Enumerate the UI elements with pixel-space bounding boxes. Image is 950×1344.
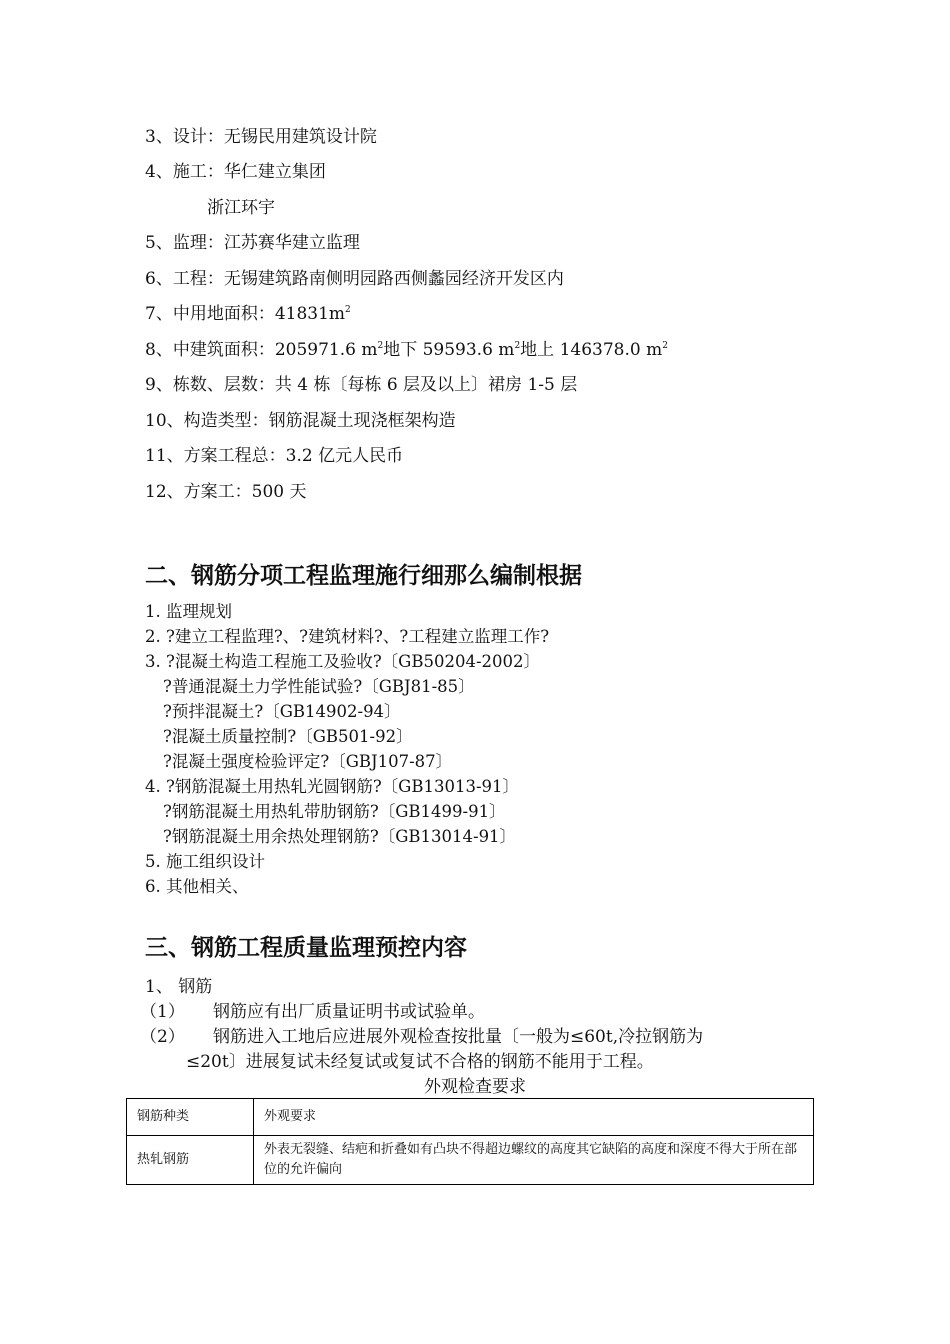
ref-item: ?普通混凝土力学性能试验?〔GBJ81-85〕 [163,677,475,696]
superscript-2: 2 [345,305,351,315]
table-header-row [127,1099,814,1136]
requirement-2-number: （2） [140,1027,185,1047]
ref-item: 6. 其他相关、 [145,877,249,896]
building-area-total: 8、中建筑面积：205971.6 m [145,340,378,360]
inspection-table [126,1098,814,1185]
section-2-title: 二、钢筋分项工程监理施行细那么编制根据 [145,563,582,589]
table-cell: 热轧钢筋 [127,1136,254,1185]
info-project: 6、工程：无锡建筑路南侧明园路西侧蠡园经济开发区内 [145,269,564,289]
table-header-cell: 钢筋种类 [127,1099,254,1136]
requirement-1-text: 钢筋应有出厂质量证明书或试验单。 [213,1002,485,1022]
info-building-area [145,339,668,361]
ref-item: ?预拌混凝土?〔GB14902-94〕 [163,702,401,721]
superscript-2: 2 [662,341,668,351]
table-row [127,1136,814,1185]
info-construction: 4、施工：华仁建立集团 [145,162,326,182]
ref-item: 1. 监理规划 [145,602,232,621]
info-design: 3、设计：无锡民用建筑设计院 [145,127,377,147]
building-area-underground: 地下 59593.6 m [383,340,515,360]
ref-item: ?混凝土质量控制?〔GB501-92〕 [163,727,413,746]
ref-item: ?混凝土强度检验评定?〔GBJ107-87〕 [163,752,453,771]
superscript-2: 2 [377,341,384,351]
table-caption: 外观检查要求 [424,1077,526,1097]
ref-item: ?钢筋混凝土用余热处理钢筋?〔GB13014-91〕 [163,827,517,846]
ref-item: 5. 施工组织设计 [145,852,265,871]
requirement-2-text: 钢筋进入工地后应进展外观检查按批量〔一般为≤60t,冷拉钢筋为 [213,1027,704,1047]
info-duration: 12、方案工：500 天 [145,482,307,502]
ref-item: ?钢筋混凝土用热轧带肋钢筋?〔GB1499-91〕 [163,802,506,821]
ref-item: 3. ?混凝土构造工程施工及验收?〔GB50204-2002〕 [145,652,541,671]
section-3-title: 三、钢筋工程质量监理预控内容 [145,935,467,961]
requirement-2-text-continued: ≤20t〕进展复试未经复试或复试不合格的钢筋不能用于工程。 [186,1052,654,1072]
info-structure: 10、构造类型：钢筋混凝土现浇框架构造 [145,411,456,431]
info-supervision: 5、监理：江苏赛华建立监理 [145,233,360,253]
table-header-cell: 外观要求 [254,1099,814,1136]
table-cell: 外表无裂缝、结疤和折叠如有凸块不得超边螺纹的高度其它缺陷的高度和深度不得大于所在部位的允许偏向 [254,1136,814,1185]
info-land-area [145,303,351,325]
ref-item: 2. ?建立工程监理?、?建筑材料?、?工程建立监理工作? [145,627,550,646]
subsection-steel: 1、 钢筋 [145,977,213,997]
info-construction-2: 浙江环宇 [207,198,275,218]
superscript-2: 2 [514,341,521,351]
ref-item: 4. ?钢筋混凝土用热轧光圆钢筋?〔GB13013-91〕 [145,777,520,796]
info-buildings: 9、栋数、层数：共 4 栋〔每栋 6 层及以上〕裙房 1-5 层 [145,375,578,395]
requirement-1-number: （1） [140,1002,185,1022]
building-area-above: 地上 146378.0 m [520,340,663,360]
land-area-text: 7、中用地面积：41831m [145,304,346,324]
info-total: 11、方案工程总：3.2 亿元人民币 [145,446,404,466]
